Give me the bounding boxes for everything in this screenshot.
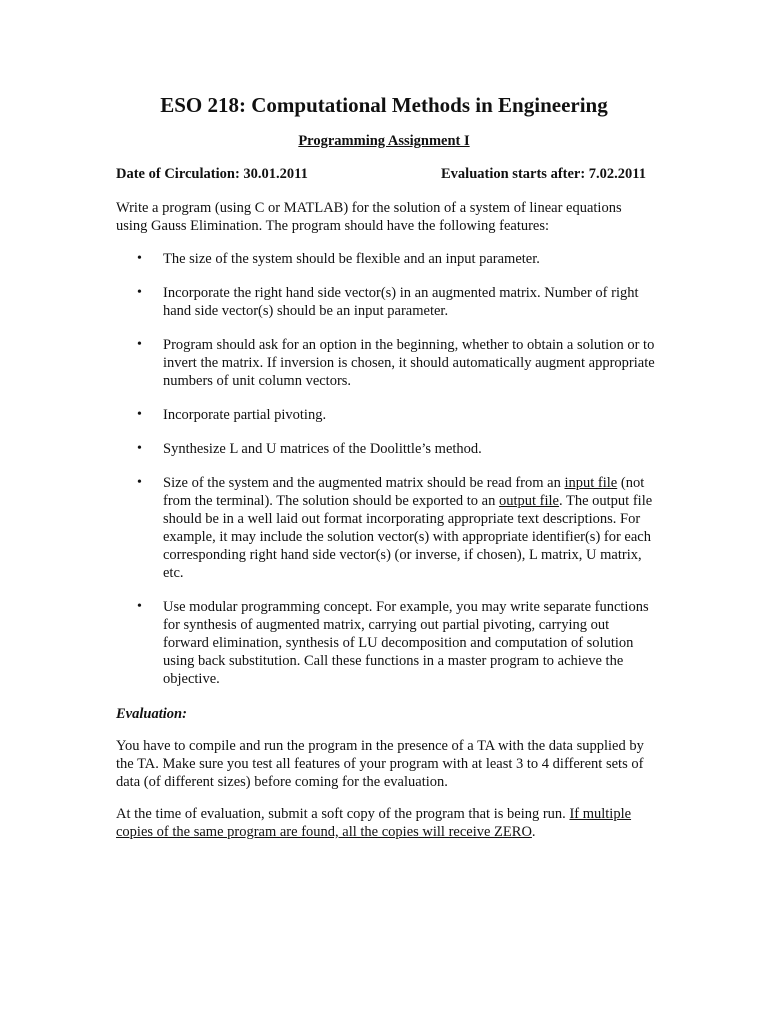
list-item-text: The size of the system should be flexible and an input parameter.	[163, 251, 540, 267]
evaluation-heading: Evaluation:	[116, 706, 187, 722]
list-item	[116, 406, 656, 424]
text-segment: .	[531, 824, 536, 840]
subtitle-text: Programming Assignment I	[298, 133, 470, 149]
document-title: ESO 218: Computational Methods in Engineering	[160, 93, 608, 117]
list-item-text: Program should ask for an option in the beginning, whether to obtain a solution or to invert the matrix. If inversion is chosen, it should automatically augment appropriate numbers of unit column vectors.	[163, 337, 655, 389]
bullet-icon: •	[137, 599, 142, 614]
output-file-term: output file	[498, 493, 559, 509]
feature-list	[116, 250, 656, 704]
list-item-text	[163, 475, 652, 581]
list-item	[116, 336, 656, 390]
text-segment: Size of the system and the augmented matrix should be read from an	[163, 475, 565, 491]
bullet-icon: •	[137, 251, 142, 266]
bullet-icon: •	[137, 285, 142, 300]
list-item-text: Use modular programming concept. For example, you may write separate functions for synthesis of augmented matrix, carrying out partial pivoting, carrying out forward elimination, synthesis of LU decomposition and computation of solution using back substitution. Call these functions in a master program to achieve the objective.	[163, 599, 649, 687]
bullet-icon: •	[137, 407, 142, 422]
bullet-icon: •	[137, 337, 142, 352]
input-file-term: input file	[564, 475, 618, 491]
bullet-icon: •	[137, 475, 142, 490]
list-item-text: Incorporate partial pivoting.	[163, 407, 327, 423]
submission-paragraph	[116, 805, 656, 841]
list-item-text: Incorporate the right hand side vector(s) in an augmented matrix. Number of right hand side vector(s) should be an input parameter.	[163, 285, 639, 319]
list-item	[116, 474, 656, 582]
list-item	[116, 250, 656, 268]
list-item	[116, 440, 656, 458]
date-of-circulation: Date of Circulation: 30.01.2011	[116, 166, 308, 182]
list-item	[116, 284, 656, 320]
document-subtitle	[0, 131, 768, 151]
list-item-text: Synthesize L and U matrices of the Doolittle’s method.	[163, 441, 482, 457]
evaluation-start-date: Evaluation starts after: 7.02.2011	[441, 166, 646, 182]
text-segment: . The output file should be in a well laid out format incorporating appropriate text descriptions. For example, it may include the solution vector(s) with appropriate identifier(s) for each corresponding right hand side vector(s) (or inverse, if chosen), L matrix, U matrix, etc.	[163, 493, 653, 581]
intro-paragraph: Write a program (using C or MATLAB) for the solution of a system of linear equations using Gauss Elimination. The program should have the following features:	[116, 200, 622, 234]
text-segment: At the time of evaluation, submit a soft copy of the program that is being run.	[116, 806, 570, 822]
list-item	[116, 598, 656, 688]
text-segment: (not from the terminal). The solution should be exported to an	[163, 475, 645, 509]
evaluation-paragraph: You have to compile and run the program in the presence of a TA with the data supplied by the TA. Make sure you test all features of your program with at least 3 to 4 different sets of data (of different sizes) before coming for the evaluation.	[116, 738, 644, 790]
zero-warning: If multiple copies of the same program are found, all the copies will receive ZERO	[116, 806, 632, 840]
bullet-icon: •	[137, 441, 142, 456]
